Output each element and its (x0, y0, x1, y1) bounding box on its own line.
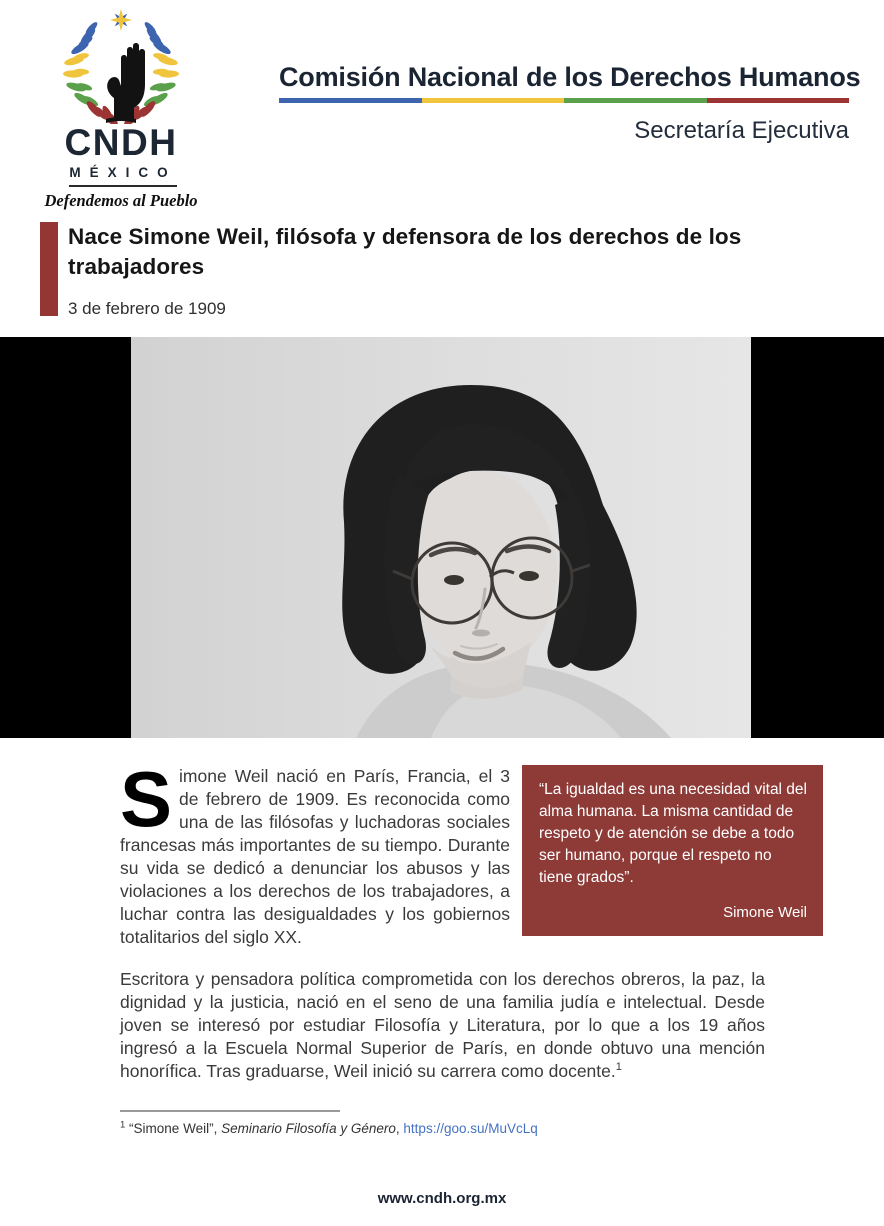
photo-band (0, 337, 884, 738)
footnote-text-1: “Simone Weil”, (125, 1121, 222, 1136)
quote-box (522, 765, 823, 936)
divider-yellow-segment (422, 98, 565, 103)
divider-blue-segment (279, 98, 422, 103)
article-body (120, 755, 825, 1136)
article-date: 3 de febrero de 1909 (68, 299, 226, 319)
cndh-emblem-icon (46, 6, 196, 124)
org-subtitle: Secretaría Ejecutiva (634, 117, 849, 144)
footnote (120, 1121, 825, 1136)
paragraph-2 (120, 968, 765, 1083)
footnote-marker: 1 (120, 1119, 126, 1131)
title-accent-bar (40, 222, 58, 316)
paragraph-2-text: Escritora y pensadora política comprometida con los derechos obreros, la paz, la dignidad y la justicia, nació en el seno de una familia judía e intelectual. Desde joven se interesó por estudiar Filosofía y Literatura, por lo que a los 19 años ingresó a la Escuela Normal Superior de París, en donde obtuvo una mención honorífica. Tras graduarse, Weil inició su carrera como docente. (120, 969, 765, 1081)
tricolor-divider (279, 98, 849, 103)
paragraph-1 (120, 755, 510, 949)
dropcap: S (120, 755, 173, 843)
header (279, 62, 861, 145)
paragraph-1-text: imone Weil nació en París, Francia, el 3 de febrero de 1909. Es reconocida como una de las filósofas y luchadoras sociales francesas más importantes de su tiempo. Durante su vida se dedicó a denunciar los abusos y las violaciones a los derechos de los trabajadores, a luchar contra las desigualdades y los gobiernos totalitarios del siglo XX. (120, 766, 510, 947)
org-name: Comisión Nacional de los Derechos Humanos (279, 62, 861, 92)
footnote-link[interactable]: https://goo.su/MuVcLq (403, 1121, 538, 1136)
page-title: Nace Simone Weil, filósofa y defensora de los derechos de los trabajadores (68, 224, 742, 280)
footer-website: www.cndh.org.mx (377, 1190, 507, 1207)
footnote-reference: 1 (615, 1061, 622, 1074)
portrait-simone-weil-photo (131, 337, 751, 738)
footnote-source-title: Seminario Filosofía y Género (221, 1121, 396, 1136)
cndh-logo (36, 6, 206, 211)
logo-acronym: CNDH (64, 122, 178, 163)
article-header (40, 222, 780, 319)
footnote-divider (120, 1110, 340, 1112)
quote-text: “La igualdad es una necesidad vital del alma humana. La misma cantidad de respeto y de atención se debe a todo ser humano, porque el respeto no tiene grados”. (539, 781, 807, 886)
divider-red-segment (707, 98, 850, 103)
logo-motto: Defendemos al Pueblo (44, 190, 198, 210)
divider-green-segment (564, 98, 707, 103)
footnote-text-2: , (395, 1121, 404, 1136)
quote-attribution: Simone Weil (723, 904, 807, 921)
logo-country: MÉXICO (69, 165, 176, 187)
